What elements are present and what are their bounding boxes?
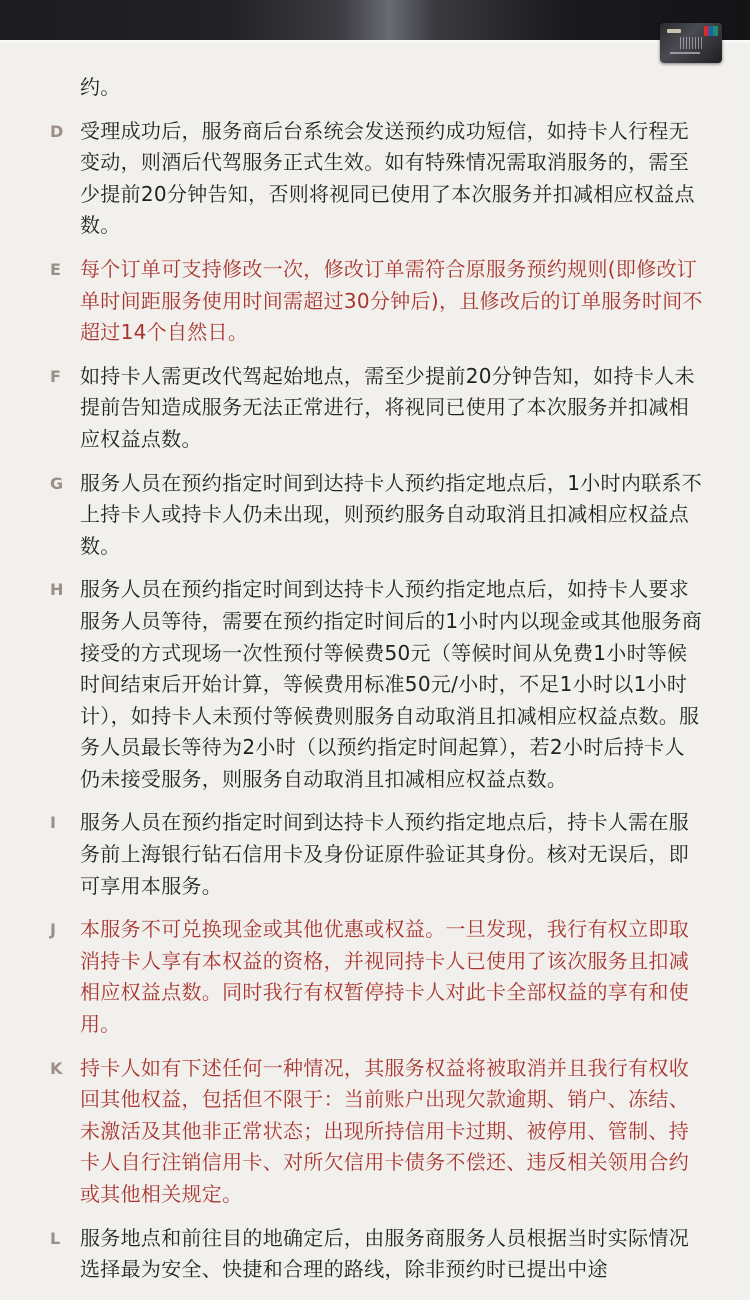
term-letter: D [50,121,64,141]
term-letter: I [50,813,57,833]
header-divider [0,40,750,43]
term-text: 约。 [80,75,121,99]
card-logo-icon [667,29,681,33]
term-letter: L [50,1228,61,1248]
term-item-i [0,807,705,902]
term-item-e [0,254,705,349]
term-item-l [0,1223,705,1286]
term-letter: H [50,580,64,600]
terms-content [0,72,750,1298]
term-item-d [0,116,705,242]
term-item-h [0,574,705,795]
term-letter: E [50,259,62,279]
term-text: 服务人员在预约指定时间到达持卡人预约指定地点后，持卡人需在服务前上海银行钻石信用卡及身份证原件验证其身份。核对无误后，即可享用本服务。 [80,810,689,898]
term-text: 受理成功后，服务商后台系统会发送预约成功短信，如持卡人行程无变动，则酒后代驾服务正式生效。如有特殊情况需取消服务的，需至少提前20分钟告知，否则将视同已使用了本次服务并扣减相应权益点数。 [80,118,695,238]
term-letter: G [50,473,64,493]
term-letter: J [50,920,57,940]
term-item-g [0,468,705,563]
term-text: 本服务不可兑换现金或其他优惠或权益。一旦发现，我行有权立即取消持卡人享有本权益的资格，并视同持卡人已使用了该次服务且扣减相应权益点数。同时我行有权暂停持卡人对此卡全部权益的享有和使用。 [80,917,689,1037]
term-text: 持卡人如有下述任何一种情况，其服务权益将被取消并且我行有权收回其他权益，包括但不限于：当前账户出现欠款逾期、销户、冻结、未激活及其他非正常状态；出现所持信用卡过期、被停用、管制、持卡人自行注销信用卡、对所欠信用卡债务不偿还、违反相关领用合约或其他相关规定。 [80,1055,689,1206]
term-text: 每个订单可支持修改一次，修改订单需符合原服务预约规则(即修改订单时间距服务使用时间需超过30分钟后)，且修改后的订单服务时间不超过14个自然日。 [80,256,703,345]
header-band [0,0,750,40]
term-item-j [0,914,705,1040]
card-skyline-icon [680,37,704,49]
term-text: 服务地点和前往目的地确定后，由服务商服务人员根据当时实际情况选择最为安全、快捷和合理的路线，除非预约时已提出中途 [80,1225,689,1282]
term-text: 如持卡人需更改代驾起始地点，需至少提前20分钟告知，如持卡人未提前告知造成服务无法正常进行，将视同已使用了本次服务并扣减相应权益点数。 [80,363,695,451]
term-text: 服务人员在预约指定时间到达持卡人预约指定地点后，如持卡人要求服务人员等待，需要在预约指定时间后的1小时内以现金或其他服务商接受的方式现场一次性预付等候费50元（等候时间从免费1小时等候时间结束后开始计算，等候费用标准50元/小时，不足1小时以1小时计），如持卡人未预付等候费则服务自动取消且扣减相应权益点数。服务人员最长等待为2小时（以预约指定时间起算），若2小时后持卡人仍未接受服务，则服务自动取消且扣减相应权益点数。 [80,577,703,791]
bank-card-thumbnail [660,23,722,63]
term-letter: K [50,1058,63,1078]
term-text: 服务人员在预约指定时间到达持卡人预约指定地点后，1小时内联系不上持卡人或持卡人仍未出现，则预约服务自动取消且扣减相应权益点数。 [80,470,703,558]
term-item-k [0,1053,705,1211]
term-item-continuation [0,72,705,104]
card-number-mark [670,52,700,54]
term-letter: F [50,366,62,386]
term-item-f [0,361,705,456]
unionpay-icon [704,26,718,36]
